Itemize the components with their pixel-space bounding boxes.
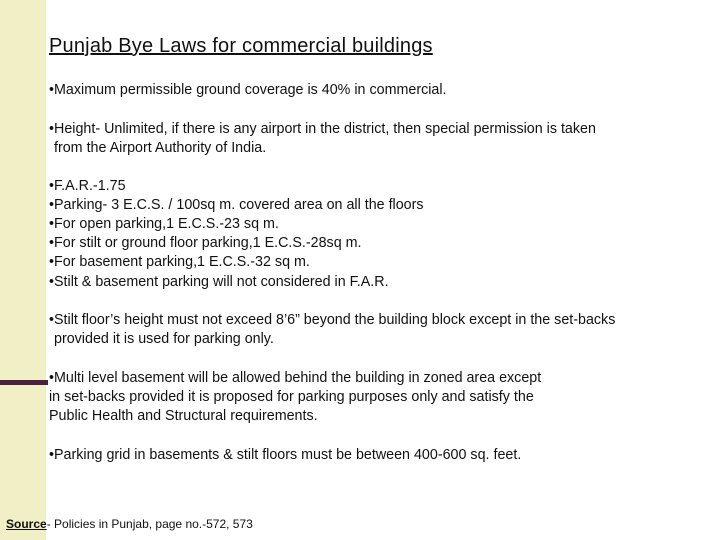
- bullet-height-continued: from the Airport Authority of India.: [54, 140, 267, 156]
- source-text: - Policies in Punjab, page no.-572, 573: [46, 517, 253, 531]
- source-citation: [6, 517, 253, 531]
- page-title: Punjab Bye Laws for commercial buildings: [49, 35, 433, 57]
- source-label: Source: [6, 517, 47, 531]
- bullet-parking: •Parking- 3 E.C.S. / 100sq m. covered area on all the floors: [49, 197, 424, 213]
- bullet-open-parking: •For open parking,1 E.C.S.-23 sq m.: [49, 216, 279, 232]
- bullet-ground-coverage: •Maximum permissible ground coverage is 40% in commercial.: [49, 82, 447, 98]
- bullet-parking-grid: •Parking grid in basements & stilt floors must be between 400-600 sq. feet.: [49, 447, 522, 463]
- bullet-basement-parking: •For basement parking,1 E.C.S.-32 sq m.: [49, 254, 310, 270]
- bullet-stilt-parking: •For stilt or ground floor parking,1 E.C.S.-28sq m.: [49, 235, 362, 251]
- bullet-stilt-basement-far: •Stilt & basement parking will not considered in F.A.R.: [49, 274, 389, 290]
- bullet-multi-level-basement-continued-2: Public Health and Structural requirements.: [49, 408, 318, 424]
- bullet-stilt-height-continued: provided it is used for parking only.: [54, 331, 274, 347]
- bullet-height: •Height- Unlimited, if there is any airport in the district, then special permission is taken: [49, 121, 596, 137]
- bullet-multi-level-basement-continued-1: in set-backs provided it is proposed for parking purposes only and satisfy the: [49, 389, 534, 405]
- sidebar-strip: [0, 0, 46, 540]
- bullet-far: •F.A.R.-1.75: [49, 178, 126, 194]
- accent-bar: [0, 380, 48, 385]
- bullet-stilt-height: •Stilt floor’s height must not exceed 8’6” beyond the building block except in the set-backs: [49, 312, 616, 328]
- bullet-multi-level-basement: •Multi level basement will be allowed behind the building in zoned area except: [49, 370, 542, 386]
